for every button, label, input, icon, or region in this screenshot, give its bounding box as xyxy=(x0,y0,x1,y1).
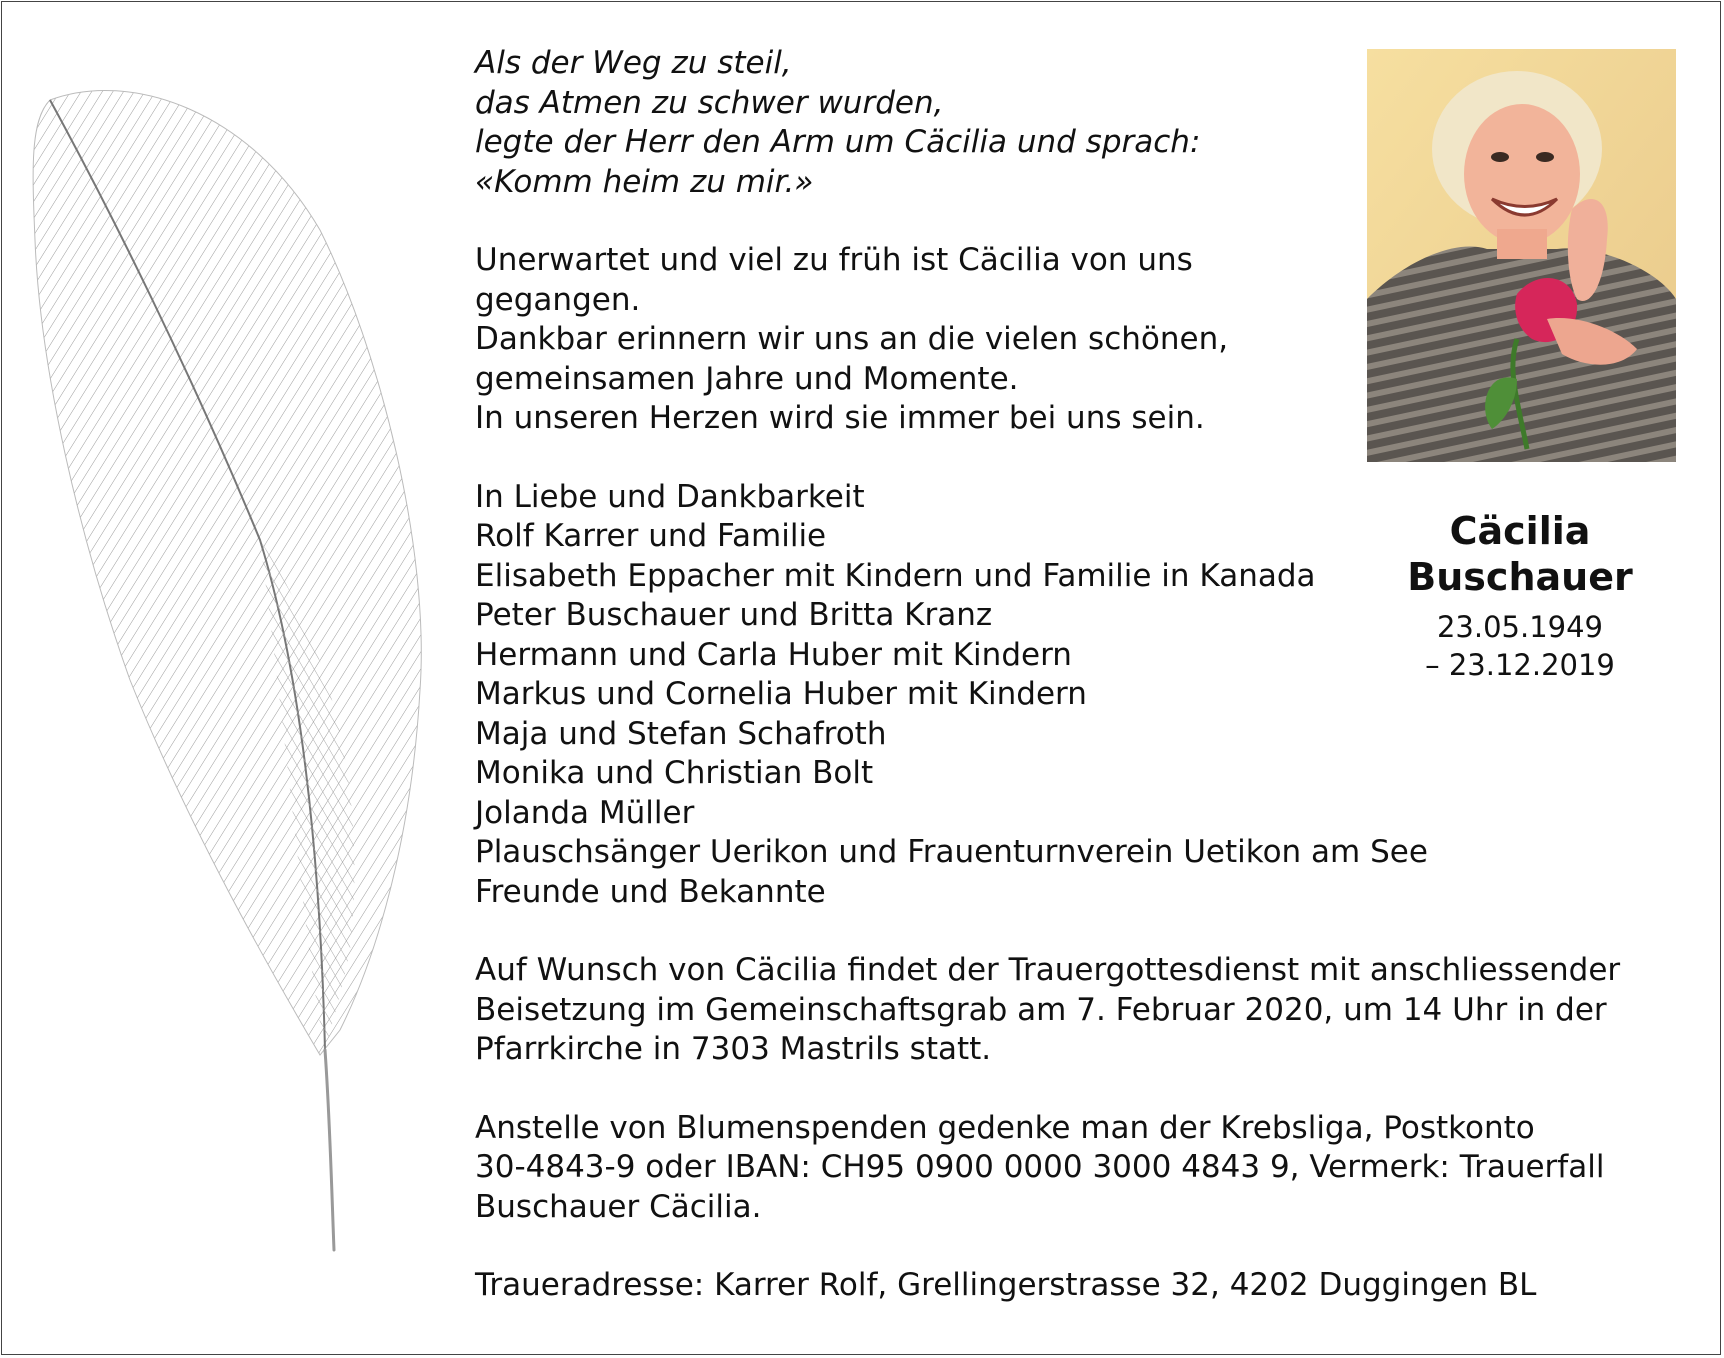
donation-line: Buschauer Cäcilia. xyxy=(475,1188,762,1225)
message-line: gemeinsamen Jahre und Momente. xyxy=(475,360,1019,397)
message-line: Dankbar erinnern wir uns an die vielen schönen, xyxy=(475,321,1229,357)
poem-line: das Atmen zu schwer wurden, xyxy=(475,84,944,121)
mourner-line: Maja und Stefan Schafroth xyxy=(475,715,887,752)
mourner-line: Monika und Christian Bolt xyxy=(475,755,874,791)
message-line: gegangen. xyxy=(475,281,641,318)
mourner-line: Jolanda Müller xyxy=(475,794,695,831)
mourner-line: Peter Buschauer und Britta Kranz xyxy=(475,597,993,633)
donation-info xyxy=(475,1109,1655,1228)
service-info xyxy=(475,951,1655,1070)
mourner-line: Hermann und Carla Huber mit Kindern xyxy=(475,636,1072,673)
address-line: Traueradresse: Karrer Rolf, Grellingerstrasse 32, 4202 Duggingen BL xyxy=(475,1267,1537,1303)
portrait-photo xyxy=(1367,49,1676,462)
message-line: Unerwartet und viel zu früh ist Cäcilia von uns xyxy=(475,242,1193,278)
service-line: Auf Wunsch von Cäcilia findet der Trauergottesdienst mit anschliessender xyxy=(475,952,1621,988)
mourner-line: Elisabeth Eppacher mit Kindern und Familie in Kanada xyxy=(475,557,1316,594)
donation-line: Anstelle von Blumenspenden gedenke man der Krebsliga, Postkonto xyxy=(475,1109,1535,1146)
death-date: – 23.12.2019 xyxy=(1425,648,1615,682)
mourner-line: Freunde und Bekannte xyxy=(475,873,826,910)
message-line: In unseren Herzen wird sie immer bei uns sein. xyxy=(475,400,1205,436)
mourner-line: In Liebe und Dankbarkeit xyxy=(475,478,865,515)
mourning-address xyxy=(475,1266,1655,1306)
service-line: Beisetzung im Gemeinschaftsgrab am 7. Februar 2020, um 14 Uhr in der xyxy=(475,991,1607,1028)
poem-line: legte der Herr den Arm um Cäcilia und sprach: xyxy=(475,124,1201,160)
poem-line: «Komm heim zu mir.» xyxy=(475,163,814,200)
mourner-line: Plauschsänger Uerikon und Frauenturnverein Uetikon am See xyxy=(475,834,1428,870)
donation-line: 30-4843-9 oder IBAN: CH95 0900 0000 3000 4843 9, Vermerk: Trauerfall xyxy=(475,1149,1605,1185)
feather-illustration xyxy=(20,70,480,1290)
deceased-last-name: Buschauer xyxy=(1407,555,1633,599)
poem-line: Als der Weg zu steil, xyxy=(475,45,792,81)
deceased-first-name: Cäcilia xyxy=(1449,509,1591,553)
service-line: Pfarrkirche in 7303 Mastrils statt. xyxy=(475,1031,992,1067)
deceased-info xyxy=(1380,508,1660,684)
life-dates xyxy=(1380,608,1660,684)
mourner-line: Markus und Cornelia Huber mit Kindern xyxy=(475,676,1087,712)
mourner-line: Rolf Karrer und Familie xyxy=(475,518,827,554)
birth-date: 23.05.1949 xyxy=(1436,610,1604,644)
